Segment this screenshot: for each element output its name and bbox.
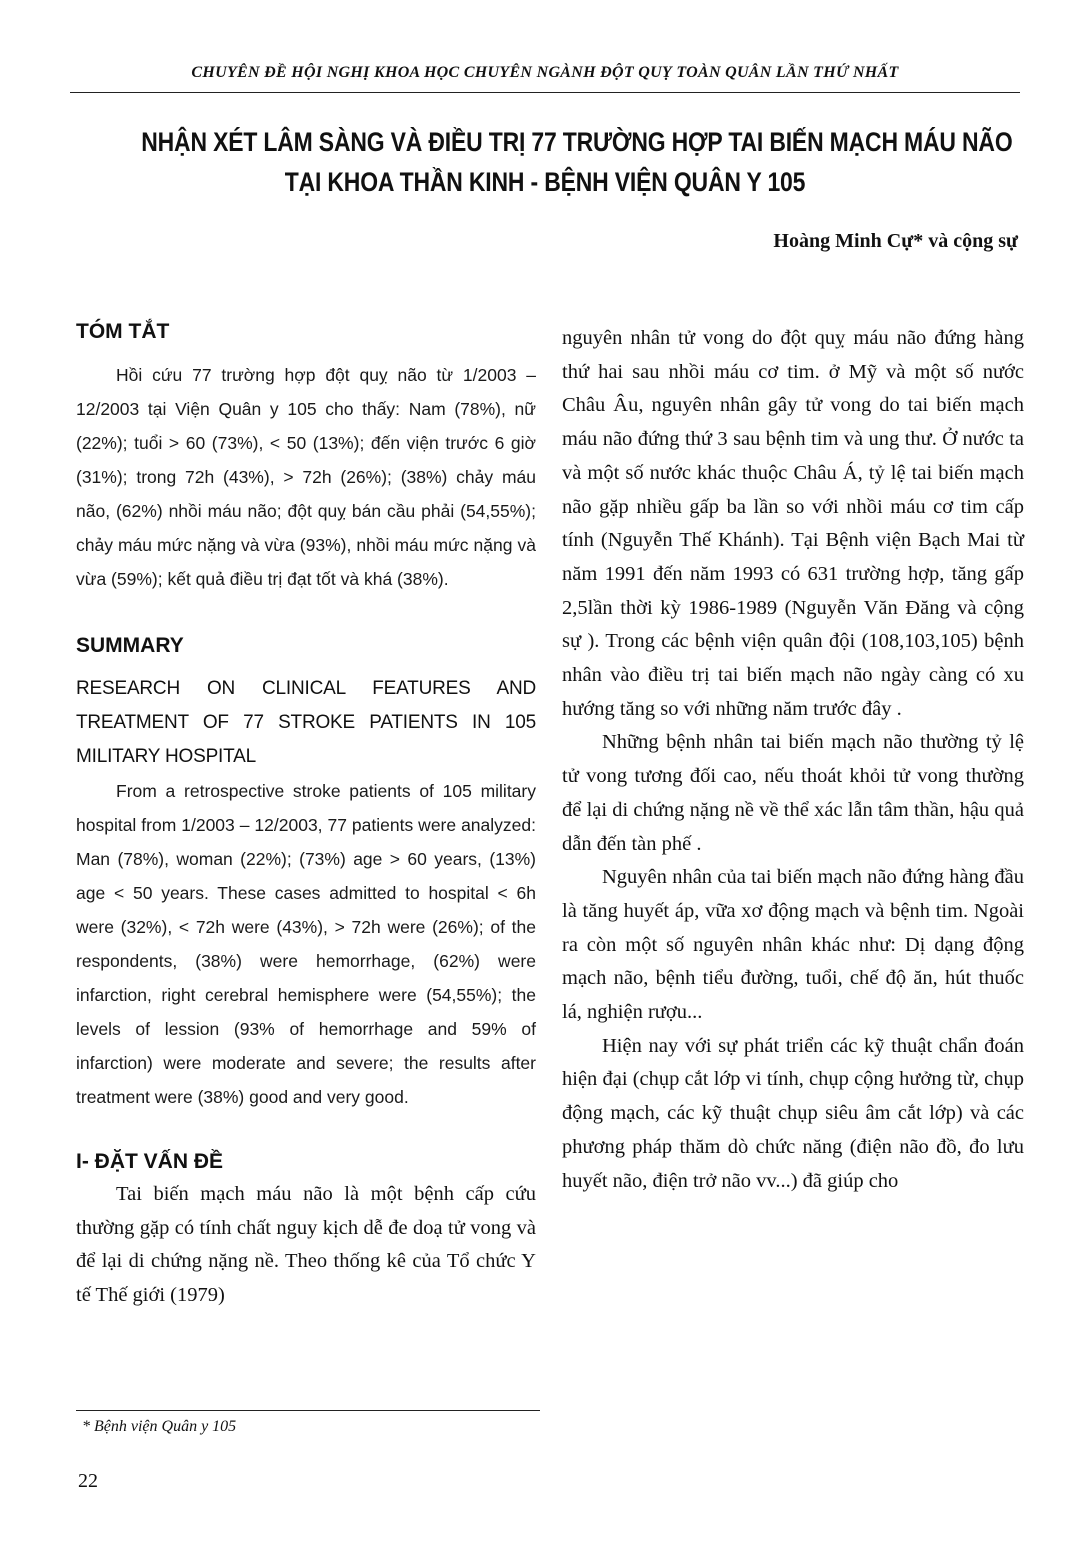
section-1-paragraph-1: Tai biến mạch máu não là một bệnh cấp cứu thường gặp có tính chất nguy kịch dễ đe doạ tử vong và để lại di chứng nặng nề. Theo thống kê của Tổ chức Y tế Thế giới (1979) — [76, 1183, 536, 1307]
author-line: Hoàng Minh Cự* và cộng sự — [773, 230, 1018, 252]
summary-subtitle: RESEARCH ON CLINICAL FEATURES AND TREATMENT OF 77 STROKE PATIENTS IN 105 MILITARY HOSPITAL — [76, 678, 536, 767]
summary-text: From a retrospective stroke patients of 105 military hospital from 1/2003 – 12/2003, 77 patients were analyzed: Man (78%), woman (22%); (73%) age > 60 years, (13%) age < 50 years. These cases admitted to hospital < 6h were (32%), < 72h were (43%), > 72h were (26%); of the respondents, (38%) were hemorrhage, (62%) were infarction, right cerebral hemisphere were (54,55%); the levels of lession (93% of hemorrhage and 59% of infarction) were moderate and severe; the results after treatment were (38%) good and very good. — [76, 781, 536, 1107]
article-title-line-2: TẠI KHOA THẦN KINH - BỆNH VIỆN QUÂN Y 105 — [284, 167, 806, 197]
footnote-divider — [76, 1410, 540, 1411]
header-divider — [70, 92, 1020, 93]
page-number: 22 — [78, 1470, 98, 1492]
abstract-text: Hồi cứu 77 trường hợp đột quỵ não từ 1/2003 – 12/2003 tại Viện Quân y 105 cho thấy: Nam (78%), nữ (22%); tuổi > 60 (73%), < 50 (13%); đến viện trước 6 giờ (31%); trong 72h (43%), > 72h (26%); (38%) chảy máu não, (62%) nhồi máu não; đột quỵ bán cầu phải (54,55%); chảy máu mức nặng và vừa (93%), nhồi máu mức nặng và vừa (59%); kết quả điều trị đạt tốt và khá (38%). — [76, 365, 536, 589]
article-title-line-1: NHẬN XÉT LÂM SÀNG VÀ ĐIỀU TRỊ 77 TRƯỜNG HỢP TAI BIẾN MẠCH MÁU NÃO — [141, 127, 1013, 157]
left-column — [76, 320, 536, 1313]
summary-heading: SUMMARY — [76, 634, 184, 657]
section-1-paragraph-2: Những bệnh nhân tai biến mạch não thường tỷ lệ tử vong tương đối cao, nếu thoát khỏi tử vong thường để lại di chứng nặng nề về thể xác lẫn tâm thần, hậu quả dẫn đến tàn phế . — [562, 731, 1024, 855]
section-1-paragraph-1-continued: nguyên nhân tử vong do đột quỵ máu não đứng hàng thứ hai sau nhồi máu cơ tim. ở Mỹ và một số nước Châu Âu, nguyên nhân gây tử vong do tai biến mạch máu não đứng thứ 3 sau bệnh tim và ung thư. Ở nước ta và một số nước khác thuộc Châu Á, tỷ lệ tai biến mạch não gặp nhiều gấp ba lần so với nhồi máu cơ tim cấp tính (Nguyễn Thế Khánh). Tại Bệnh viện Bạch Mai từ năm 1991 đến năm 1993 có 631 trường hợp, tăng gấp 2,5lần thời kỳ 1986-1989 (Nguyễn Văn Đăng và cộng sự ). Trong các bệnh viện quân đội (108,103,105) bệnh nhân vào điều trị tai biến mạch não ngày càng có xu hướng tăng so với những năm trước đây . — [562, 327, 1024, 720]
article-title — [70, 122, 1020, 202]
section-1-paragraph-3: Nguyên nhân của tai biến mạch não đứng hàng đầu là tăng huyết áp, vữa xơ động mạch và bệnh tim. Ngoài ra còn một số nguyên nhân khác như: Dị dạng động mạch não, bệnh tiểu đường, tuổi, chế độ ăn, hút thuốc lá, nghiện rượu... — [562, 866, 1024, 1024]
section-1-heading: I- ĐẶT VẤN ĐỀ — [76, 1150, 223, 1173]
running-header: CHUYÊN ĐỀ HỘI NGHỊ KHOA HỌC CHUYÊN NGÀNH ĐỘT QUỴ TOÀN QUÂN LẦN THỨ NHẤT — [191, 64, 899, 81]
footnote: * Bệnh viện Quân y 105 — [82, 1418, 237, 1435]
section-1-paragraph-4: Hiện nay với sự phát triển các kỹ thuật chẩn đoán hiện đại (chụp cắt lớp vi tính, chụp cộng hưởng từ, chụp động mạch, các kỹ thuật chụp siêu âm cắt lớp) và các phương pháp thăm dò chức năng (điện não đồ, đo lưu huyết não, điện trở não vv...) đã giúp cho — [562, 1034, 1024, 1192]
right-column — [562, 322, 1024, 1198]
abstract-heading: TÓM TẮT — [76, 320, 170, 343]
